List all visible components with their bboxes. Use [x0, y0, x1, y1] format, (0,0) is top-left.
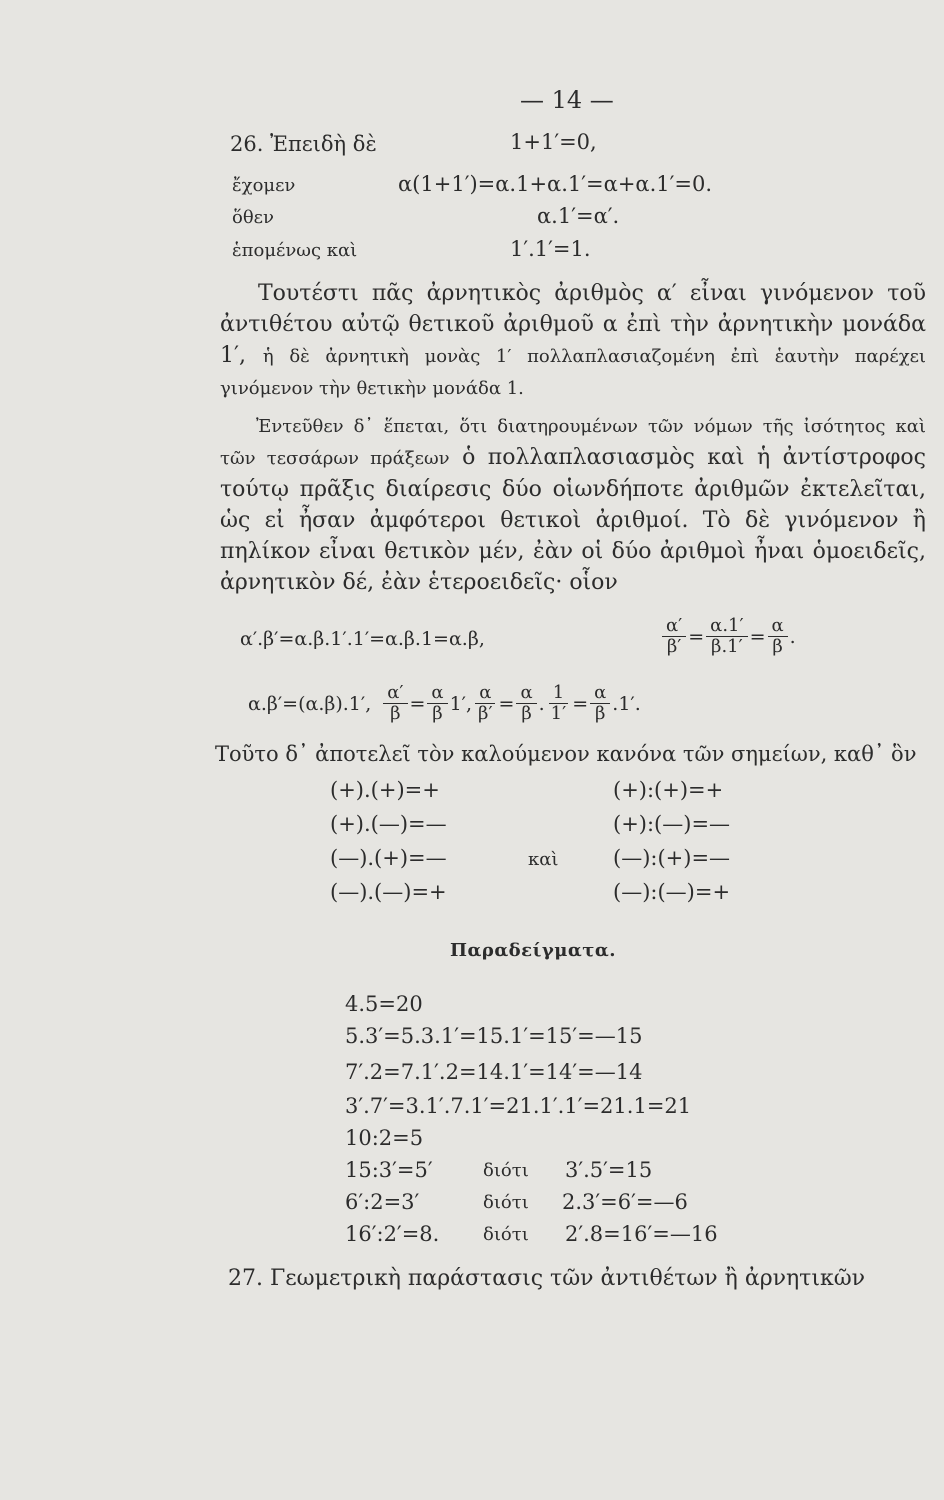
- example-8-right: 2′.8=16′=—16: [565, 1222, 718, 1246]
- paragraph-1-text-b: ἡ δὲ ἀρνητικὴ μονὰς 1′ πολλαπλασιαζομένη ἐπὶ ἑαυτὴν παρέχει γινόμενον τὴν θετικὴν μονάδα 1.: [220, 346, 926, 399]
- formula-2-unit: 1′,: [449, 692, 473, 715]
- derivation-eq-1: 1+1′=0,: [510, 130, 597, 154]
- example-6-dioti: διότι: [483, 1160, 529, 1181]
- period: .: [789, 625, 796, 648]
- equals-sign: =: [749, 625, 766, 648]
- example-4: 3′.7′=3.1′.7.1′=21.1′.1′=21.1=21: [345, 1094, 692, 1118]
- equals-sign: =: [409, 692, 426, 715]
- formula-2-fraction-6: $\frac{\alpha}{\beta}$: [590, 683, 610, 724]
- example-3: 7′.2=7.1′.2=14.1′=14′=—14: [345, 1060, 643, 1084]
- rule-text: Τοῦτο δ᾽ ἀποτελεῖ τὸν καλούμενον κανόνα τῶν σημείων, καθ᾽ ὃν: [215, 742, 917, 766]
- paragraph-1-text-a: Τουτέστι πᾶς ἀρνητικὸς ἀριθμὸς α′ εἶναι γινόμενον τοῦ ἀντιθέτου αὐτῷ θετικοῦ ἀριθμοῦ α ἐπὶ τὴν ἀρνητικὴν μονάδα 1′,: [220, 281, 926, 368]
- example-2: 5.3′=5.3.1′=15.1′=15′=—15: [345, 1024, 643, 1048]
- formula-1-fractions: [660, 616, 796, 657]
- example-7-left: 6′:2=3′: [345, 1190, 420, 1214]
- formula-1-fraction-3: $\frac{\alpha}{\beta}$: [768, 616, 788, 657]
- derivation-label-3: ὅθεν: [232, 207, 274, 228]
- example-8-dioti: διότι: [483, 1224, 529, 1245]
- derivation-eq-3: α.1′=α′.: [537, 204, 620, 228]
- example-7-dioti: διότι: [483, 1192, 529, 1213]
- formula-1-left: α′.β′=α.β.1′.1′=α.β.1=α.β,: [240, 628, 485, 650]
- example-6-right: 3′.5′=15: [565, 1158, 653, 1182]
- sign-rule-left-4: (—).(—)=+: [330, 880, 447, 904]
- formula-2-fraction-2: $\frac{\alpha}{\beta}$: [427, 683, 447, 724]
- sign-rule-left-2: (+).(—)=—: [330, 812, 447, 836]
- sign-rule-kai: καὶ: [528, 849, 559, 870]
- examples-heading: Παραδείγματα.: [450, 940, 616, 961]
- example-6-left: 15:3′=5′: [345, 1158, 433, 1182]
- section-27-heading: 27. Γεωμετρικὴ παράστασις τῶν ἀντιθέτων ἢ ἀρνητικῶν: [228, 1266, 866, 1291]
- equals-sign: =: [498, 692, 515, 715]
- formula-2-fraction-1: $\frac{\alpha'}{\beta}$: [383, 683, 407, 724]
- dot: .: [538, 692, 545, 715]
- formula-2-fraction-5: $\frac{1}{1'}$: [550, 682, 567, 724]
- formula-1-fraction-1: $\frac{\alpha'}{\beta'}$: [662, 616, 686, 657]
- formula-2-fraction-3: $\frac{\alpha}{\beta'}$: [474, 683, 497, 724]
- paragraph-1: [220, 278, 926, 404]
- formula-2-left: α.β′=(α.β).1′,: [248, 692, 372, 715]
- paragraph-2-text-b: ὁ πολλαπλασιασμὸς καὶ ἡ ἀντίστροφος τούτῳ πρᾶξις διαίρεσις δύο οἱωνδήποτε ἀριθμῶν ἐκτελεῖται, ὡς εἰ ἦσαν ἀμφότεροι θετικοὶ ἀριθμοί. Τὸ δὲ γινόμενον ἢ πηλίκον εἶναι θετικὸν μέν, ἐὰν οἱ δύο ἀριθμοὶ ἦναι ὁμοειδεῖς, ἀρνητικὸν δέ, ἐὰν ἑτεροειδεῖς· οἷον: [220, 445, 926, 595]
- page-number: — 14 —: [520, 86, 614, 114]
- sign-rule-right-3: (—):(+)=—: [613, 846, 731, 870]
- derivation-eq-2: α(1+1′)=α.1+α.1′=α+α.1′=0.: [398, 172, 713, 196]
- formula-2-fraction-4: $\frac{\alpha}{\beta}$: [516, 683, 536, 724]
- equals-sign: =: [572, 692, 589, 715]
- derivation-label-2: ἔχομεν: [232, 175, 296, 196]
- derivation-label-4: ἑπομένως καὶ: [232, 240, 358, 261]
- example-8-left: 16′:2′=8.: [345, 1222, 440, 1246]
- sign-rule-left-1: (+).(+)=+: [330, 778, 440, 802]
- example-5: 10:2=5: [345, 1126, 424, 1150]
- formula-1-fraction-2: $\frac{\alpha.1'}{\beta.1'}$: [706, 616, 747, 657]
- derivation-eq-4: 1′.1′=1.: [510, 237, 591, 261]
- sign-rule-left-3: (—).(+)=—: [330, 846, 447, 870]
- paragraph-2: [220, 410, 926, 598]
- sign-rule-right-4: (—):(—)=+: [613, 880, 731, 904]
- example-7-right: 2.3′=6′=—6: [562, 1190, 688, 1214]
- equals-sign: =: [688, 625, 705, 648]
- formula-2: [248, 683, 641, 724]
- formula-2-end: .1′.: [612, 692, 641, 715]
- example-1: 4.5=20: [345, 992, 423, 1016]
- derivation-label-1: 26. Ἐπειδὴ δὲ: [230, 132, 377, 156]
- sign-rule-right-2: (+):(—)=—: [613, 812, 731, 836]
- paragraph-2-text-a: Ἐντεῦθεν δ᾽ ἕπεται, ὅτι διατηρουμένων τῶν νόμων τῆς ἰσότητος καὶ τῶν τεσσάρων πράξεων: [220, 416, 926, 469]
- sign-rule-right-1: (+):(+)=+: [613, 778, 724, 802]
